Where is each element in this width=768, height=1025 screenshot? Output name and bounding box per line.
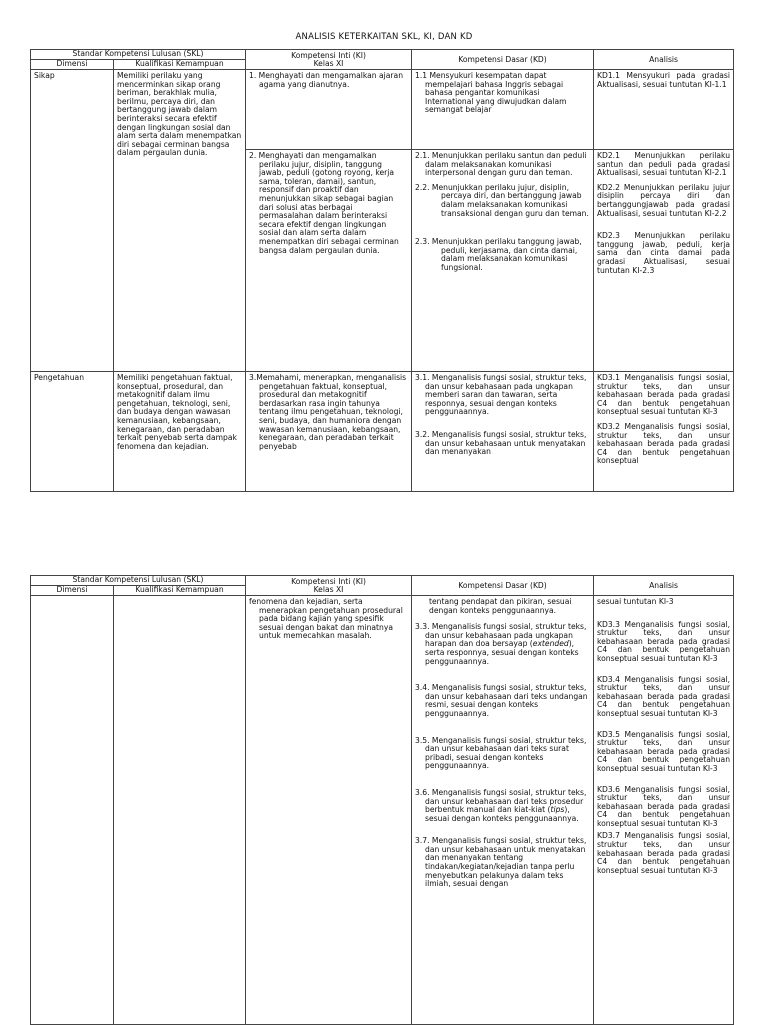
dimensi-pengetahuan: Pengetahuan: [31, 372, 114, 492]
kualifikasi-sikap: Memiliki perilaku yang mencerminkan sikap orang beriman, berakhlak mulia, berilmu, percaya diri, dan bertanggung jawab dalam berinteraksi secara efektif dengan lingkungan sosial dan alam serta dalam menempatkan diri sebagai cerminan bangsa dalam pergaulan dunia.: [114, 70, 246, 372]
header-ki: Kompetensi Inti (KI) Kelas XI: [246, 576, 412, 596]
analisis-kd-3-1: KD3.1 Menganalisis fungsi sosial, struktur teks, dan unsur kebahasaan berada pada gradasi C4 dan bentuk pengetahuan konseptual sesuai tuntutan KI-3: [597, 374, 731, 417]
kd-3-6: 3.6. Menganalisis fungsi sosial, struktur teks, dan unsur kebahasaan dari teks prosedur berbentuk manual dan kiat-kiat (tips), sesuai dengan konteks penggunaannya.: [415, 787, 587, 823]
kd-1-1: 1.1 Mensyukuri kesempatan dapat mempelajari bahasa Inggris sebagai bahasa pengantar komunikasi International yang diwujudkan dalam semangat belajar: [412, 70, 594, 150]
kd-2-2: 2.2. Menunjukkan perilaku jujur, disiplin, percaya diri, dan bertanggung jawab dalam melaksanakan komunikasi transaksional dengan guru dan teman.: [415, 182, 589, 218]
header-dimensi: Dimensi: [31, 60, 114, 70]
kd-3-1: 3.1. Menganalisis fungsi sosial, struktur teks, dan unsur kebahasaan pada ungkapan memberi saran dan tawaran, serta responnya, sesuai dengan konteks penggunaannya.: [415, 374, 587, 417]
analisis-kd-3-group: [594, 372, 734, 492]
dimensi-sikap: Sikap: [31, 70, 114, 372]
analisis-kd-3-2-continued: sesuai tuntutan KI-3: [597, 598, 674, 606]
kd-3-5: 3.5. Menganalisis fungsi sosial, struktur teks, dan unsur kebahasaan dari teks surat pribadi, sesuai dengan konteks penggunaannya.: [415, 735, 587, 771]
header-skl: Standar Kompetensi Lulusan (SKL): [31, 576, 246, 586]
table-row: [31, 70, 734, 150]
table-row: [31, 596, 734, 1025]
analisis-kd-2-group: [594, 150, 734, 372]
header-analisis: Analisis: [594, 50, 734, 70]
ki-2: 2. Menghayati dan mengamalkan perilaku jujur, disiplin, tanggung jawab, peduli (gotong royong, kerja sama, toleran, damai), santun, responsif dan proaktif dan menunjukkan sikap sebagai bagian dari solusi atas berbagai permasalahan dalam berinteraksi secara efektif dengan lingkungan sosial dan alam serta dalam menempatkan diri sebagai cerminan bangsa dalam pergaulan dunia.: [246, 150, 412, 372]
table-row: [31, 372, 734, 492]
ki-3: 3.Memahami, menerapkan, menganalisis pengetahuan faktual, konseptual, prosedural dan metakognitif berdasarkan rasa ingin tahunya tentang ilmu pengetahuan, teknologi, seni, budaya, dan humaniora dengan wawasan kemanusiaan, kebangsaan, kenegaraan, dan peradaban terkait penyebab: [246, 372, 412, 492]
kd-3-7: 3.7. Menganalisis fungsi sosial, struktur teks, dan unsur kebahasaan untuk menyatakan dan menanyakan tentang tindakan/kegiatan/kejadian tanpa perlu menyebutkan pelakunya dalam teks ilmiah, sesuai dengan: [415, 836, 587, 889]
kd-2-group: [412, 150, 594, 372]
analisis-kd-3-2: KD3.2 Menganalisis fungsi sosial, struktur teks, dan unsur kebahasaan berada pada gradasi C4 dan bentuk pengetahuan konseptual: [597, 421, 731, 466]
kd-3-4: 3.4. Menganalisis fungsi sosial, struktur teks, dan unsur kebahasaan dari teks undangan resmi, sesuai dengan konteks penggunaannya.: [415, 683, 588, 718]
analisis-kd-3-3: KD3.3 Menganalisis fungsi sosial, struktur teks, dan unsur kebahasaan berada pada gradasi C4 dan bentuk pengetahuan konseptual sesuai tuntutan KI-3: [597, 619, 731, 663]
analysis-table-page-2: [30, 575, 734, 1025]
header-kd: Kompetensi Dasar (KD): [412, 576, 594, 596]
kd-3-group: [412, 372, 594, 492]
analisis-kd-3-continued: [594, 596, 734, 1025]
kd-2-1: 2.1. Menunjukkan perilaku santun dan peduli dalam melaksanakan komunikasi interpersonal dengan guru dan teman.: [415, 151, 587, 178]
header-dimensi: Dimensi: [31, 586, 114, 596]
kd-3-3: 3.3. Menganalisis fungsi sosial, struktur teks, dan unsur kebahasaan pada ungkapan harapan dan doa bersayap (extended), serta responnya, sesuai dengan konteks penggunaannya.: [415, 622, 587, 666]
kd-2-3: 2.3. Menunjukkan perilaku tanggung jawab, peduli, kerjasama, dan cinta damai, dalam melaksanakan komunikasi fungsional.: [415, 237, 582, 272]
dimensi-empty: [31, 596, 114, 1025]
analisis-kd-2-1: KD2.1 Menunjukkan perilaku santun dan peduli pada gradasi Aktualisasi, sesuai tuntutan KI-2.1: [597, 151, 731, 178]
analisis-kd-2-3: KD2.3 Menunjukkan perilaku tanggung jawab, peduli, kerja sama dan cinta damai pada gradasi Aktualisasi, sesuai tuntutan KI-2.3: [597, 231, 731, 275]
kd-3-2-continued: tentang pendapat dan pikiran, sesuai dengan konteks penggunaannya.: [429, 598, 572, 615]
header-kd: Kompetensi Dasar (KD): [412, 50, 594, 70]
analysis-table-page-1: [30, 49, 734, 492]
analisis-kd-3-5: KD3.5 Menganalisis fungsi sosial, struktur teks, dan unsur kebahasaan berada pada gradasi C4 dan bentuk pengetahuan konseptual sesuai tuntutan KI-3: [597, 729, 731, 773]
analisis-kd-2-2: KD2.2 Menunjukkan perilaku jujur disiplin percaya diri dan bertanggungjawab pada gradasi Aktualisasi, sesuai tuntutan KI-2.2: [597, 182, 731, 218]
header-ki: Kompetensi Inti (KI) Kelas XI: [246, 50, 412, 70]
analisis-kd-3-6: KD3.6 Menganalisis fungsi sosial, struktur teks, dan unsur kebahasaan berada pada gradasi C4 dan bentuk pengetahuan konseptual sesuai tuntutan KI-3: [597, 784, 731, 828]
header-kualifikasi: Kualifikasi Kemampuan: [114, 60, 246, 70]
kualifikasi-pengetahuan: Memiliki pengetahuan faktual, konseptual, prosedural, dan metakognitif dalam ilmu pengetahuan, teknologi, seni, dan budaya dengan wawasan kemanusiaan, kebangsaan, kenegaraan, dan peradaban terkait penyebab serta dampak fenomena dan kejadian.: [114, 372, 246, 492]
header-kualifikasi: Kualifikasi Kemampuan: [114, 586, 246, 596]
analisis-kd-1-1: KD1.1 Mensyukuri pada gradasi Aktualisasi, sesuai tuntutan KI-1.1: [594, 70, 734, 150]
kd-3-continued: [412, 596, 594, 1025]
kd-3-2: 3.2. Menganalisis fungsi sosial, struktur teks, dan unsur kebahasaan untuk menyatakan dan menanyakan: [415, 429, 587, 457]
analisis-kd-3-7: KD3.7 Menganalisis fungsi sosial, struktur teks, dan unsur kebahasaan berada pada gradasi C4 dan bentuk pengetahuan konseptual sesuai tuntutan KI-3: [597, 831, 731, 875]
header-skl: Standar Kompetensi Lulusan (SKL): [31, 50, 246, 60]
ki-3-continued: fenomena dan kejadian, serta menerapkan pengetahuan prosedural pada bidang kajian yang spesifik sesuai dengan bakat dan minatnya untuk memecahkan masalah.: [246, 596, 412, 1025]
ki-1: 1. Menghayati dan mengamalkan ajaran agama yang dianutnya.: [246, 70, 412, 150]
analisis-kd-3-4: KD3.4 Menganalisis fungsi sosial, struktur teks, dan unsur kebahasaan berada pada gradasi C4 dan bentuk pengetahuan konseptual sesuai tuntutan KI-3: [597, 674, 731, 718]
kualifikasi-empty: [114, 596, 246, 1025]
header-analisis: Analisis: [594, 576, 734, 596]
document-title: ANALISIS KETERKAITAN SKL, KI, DAN KD: [295, 32, 473, 42]
